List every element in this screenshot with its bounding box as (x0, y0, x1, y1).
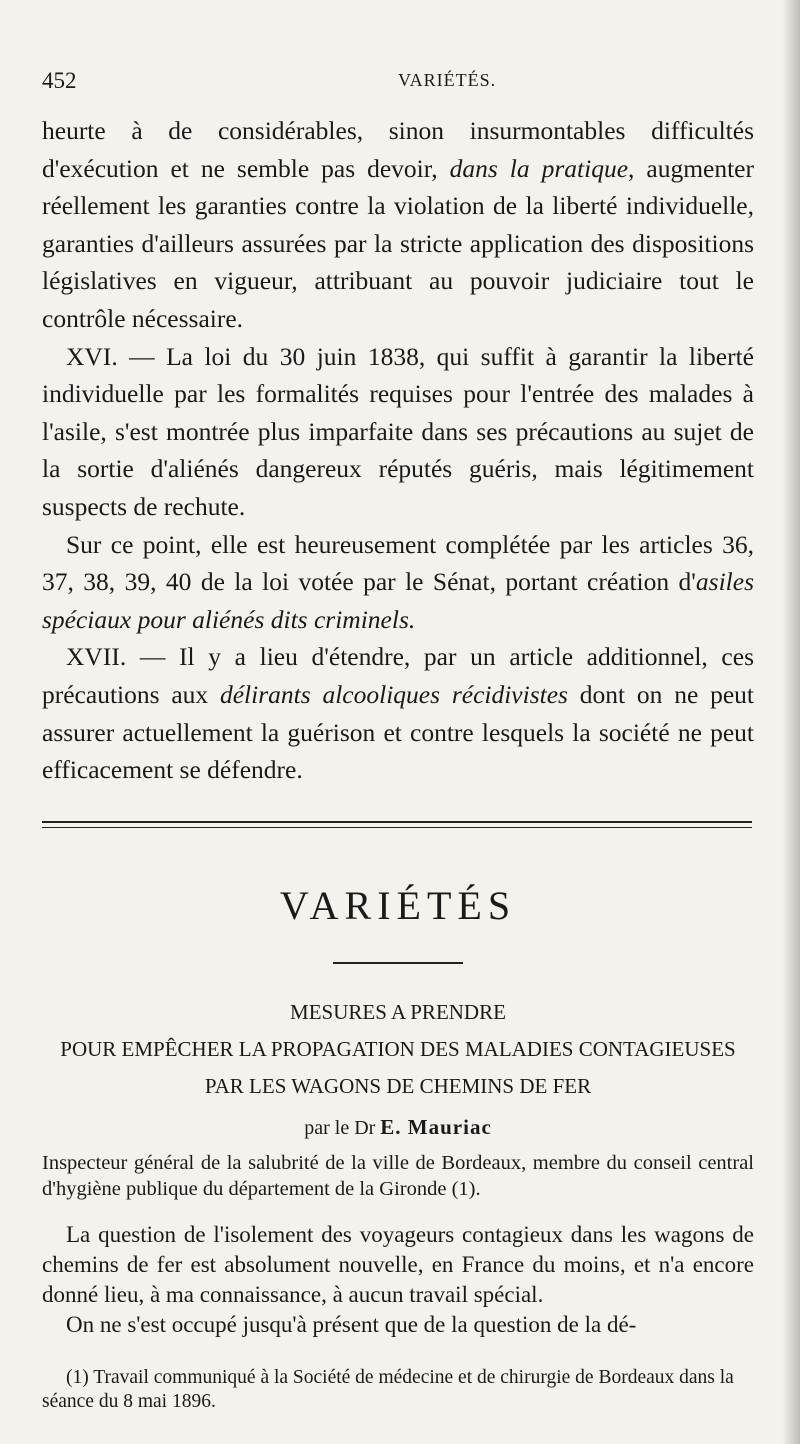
page-number: 452 (42, 68, 77, 93)
article-title-line: MESURES A PRENDRE (290, 999, 506, 1024)
section-title: VARIÉTÉS (279, 882, 517, 928)
paragraph: heurte à de considérables, sinon insurmontables difficultés d'exécution et ne semble pas devoir, dans la pratique, augmenter réellement les garanties contre la violation de la liberté individuelle, garanties d'ailleurs assurées par la stricte application des dispositions législatives en vigueur, attribuant au pouvoir judiciaire tout le contrôle nécessaire. (42, 116, 754, 333)
author-affiliation: Inspecteur général de la salubrité de la ville de Bordeaux, membre du conseil central d'hygiène publique du département de la Gironde (1). (42, 1151, 754, 1200)
double-rule-divider (42, 821, 752, 828)
byline: par le Dr E. Mauriac (304, 1114, 492, 1139)
author-name: E. Mauriac (380, 1114, 492, 1139)
paragraph-xvi: XVI. — La loi du 30 juin 1838, qui suffit à garantir la liberté individuelle par les formalités requises pour l'entrée des malades à l'asile, s'est montrée plus imparfaite dans ses précautions au sujet de la sortie d'aliénés dangereux réputés guéris, mais légitimement suspects de rechute. (42, 341, 754, 521)
book-page (42, 62, 754, 1414)
article-body (42, 1220, 754, 1340)
running-title: VARIÉTÉS. (398, 70, 497, 90)
italic-phrase: dans la pratique (449, 153, 629, 183)
article-title-line: PAR LES WAGONS DE CHEMINS DE FER (204, 1073, 592, 1098)
page-edge-shadow (782, 0, 800, 1444)
title-underline (333, 962, 463, 964)
italic-phrase: délirants alcooliques récidivistes (219, 679, 568, 709)
paragraph: La question de l'isolement des voyageurs contagieux dans les wagons de chemins de fer est absolument nouvelle, en France du moins, et n'a encore donné lieu, à ma connaissance, à aucun travail spécial. (42, 1221, 754, 1307)
running-head (42, 62, 754, 102)
paragraph: On ne s'est occupé jusqu'à présent que de la question de la dé- (66, 1311, 637, 1337)
italic-phrase: asiles spéciaux pour aliénés dits criminels. (42, 567, 754, 634)
paragraph: Sur ce point, elle est heureusement complétée par les articles 36, 37, 38, 39, 40 de la loi votée par le Sénat, portant création d'asiles spéciaux pour aliénés dits criminels. (42, 529, 754, 634)
article-title (42, 994, 754, 1105)
article-title-line: POUR EMPÊCHER LA PROPAGATION DES MALADIES CONTAGIEUSES (60, 1036, 736, 1061)
footnote: (1) Travail communiqué à la Société de médecine et de chirurgie de Bordeaux dans la séance du 8 mai 1896. (42, 1366, 734, 1412)
continued-text (42, 112, 754, 789)
paragraph-xvii: XVII. — Il y a lieu d'étendre, par un article additionnel, ces précautions aux délirants alcooliques récidivistes dont on ne peut assurer actuellement la guérison et contre lesquels la société ne peut efficacement se défendre. (42, 642, 755, 785)
